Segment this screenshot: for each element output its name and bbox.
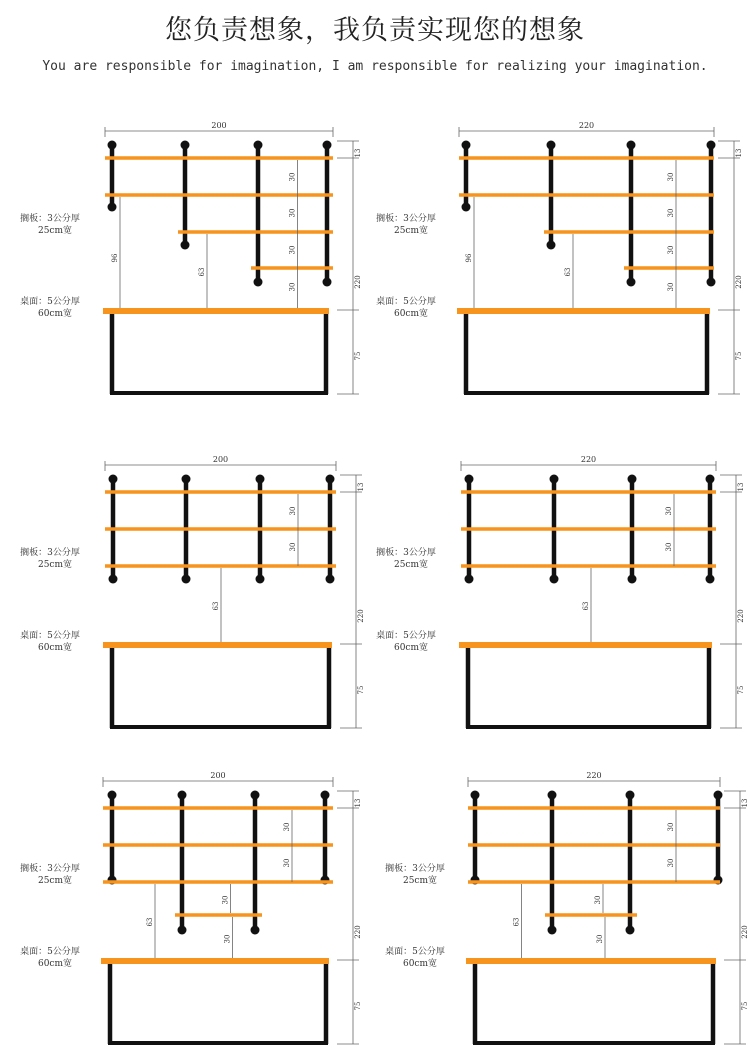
shelf-board-2 — [461, 527, 716, 531]
left-gap-label: 96 — [465, 253, 473, 263]
top-gap-label: 13 — [354, 798, 362, 808]
shelf-board-2 — [103, 843, 333, 847]
shelf-spec-label: 搁板：3公分厚 — [376, 214, 436, 224]
spacing-label-2: 30 — [283, 858, 291, 868]
desk-width-label: 60cm宽 — [393, 643, 429, 653]
diagram-4 — [376, 455, 745, 728]
shelf-board-4 — [624, 266, 714, 270]
spacing-label-1: 30 — [289, 506, 297, 516]
pipe-2-top-joint — [548, 791, 557, 800]
pipe-2-bottom-joint — [182, 575, 191, 584]
shelf-board-2 — [105, 527, 336, 531]
pipe-4-bottom-joint — [706, 575, 715, 584]
desk-top-board — [466, 958, 716, 964]
pipe-3-bottom-joint — [628, 575, 637, 584]
shelf-board-1 — [459, 156, 714, 160]
pipe-1-top-joint — [109, 475, 118, 484]
spacing-label-2: 30 — [288, 208, 297, 218]
desk-width-label: 60cm宽 — [37, 959, 73, 969]
shelf-board-4 — [251, 266, 333, 270]
pipe-4-top-joint — [323, 141, 332, 150]
shelf-spec-label: 搁板：3公分厚 — [20, 864, 80, 874]
desk-height-label: 75 — [735, 351, 743, 361]
pipe-1-top-joint — [108, 141, 117, 150]
shelf-width-label: 25cm宽 — [37, 876, 73, 886]
spacing-label-3: 30 — [221, 895, 230, 905]
pipe-3-top-joint — [256, 475, 265, 484]
shelf-board-4 — [175, 913, 262, 917]
shelf-board-1 — [103, 806, 333, 810]
shelf-board-2 — [468, 843, 720, 847]
shelf-board-1 — [468, 806, 720, 810]
pipe-3-bottom-joint — [251, 926, 260, 935]
total-height-label: 220 — [735, 275, 743, 289]
spacing-label-4: 30 — [223, 934, 232, 944]
left-gap-label: 96 — [111, 253, 119, 263]
pipe-2-bottom-joint — [548, 926, 557, 935]
pipe-2-bottom-joint — [181, 241, 190, 250]
diagram-2 — [376, 121, 743, 394]
top-gap-label: 13 — [737, 482, 745, 492]
pipe-1-top-joint — [471, 791, 480, 800]
pipe-3-top-joint — [627, 141, 636, 150]
width-dimension-label: 220 — [586, 771, 602, 780]
pipe-4-bottom-joint — [326, 575, 335, 584]
pipe-4-top-joint — [326, 475, 335, 484]
spacing-label-3: 30 — [667, 245, 675, 255]
desk-width-label: 60cm宽 — [37, 643, 73, 653]
top-gap-label: 13 — [741, 798, 749, 808]
pipe-1-top-joint — [462, 141, 471, 150]
mid-gap-label: 63 — [564, 267, 572, 277]
shelf-board-4 — [545, 913, 637, 917]
pipe-4-top-joint — [321, 791, 330, 800]
mid-gap-label: 63 — [146, 917, 154, 927]
top-gap-label: 13 — [735, 148, 743, 158]
shelf-spec-label: 搁板：3公分厚 — [20, 214, 80, 224]
spacing-label-2: 30 — [289, 542, 297, 552]
pipe-3-top-joint — [251, 791, 260, 800]
width-dimension-label: 200 — [211, 121, 227, 130]
mid-gap-label: 63 — [212, 601, 220, 611]
shelf-spec-label: 搁板：3公分厚 — [385, 864, 445, 874]
pipe-1-bottom-joint — [462, 203, 471, 212]
pipe-1-bottom-joint — [109, 575, 118, 584]
spacing-label-4: 30 — [288, 282, 297, 292]
pipe-4-top-joint — [714, 791, 723, 800]
shelf-board-1 — [105, 156, 333, 160]
pipe-2-bottom-joint — [178, 926, 187, 935]
shelf-board-3 — [544, 230, 714, 234]
shelf-board-3 — [178, 230, 333, 234]
top-gap-label: 13 — [357, 482, 365, 492]
shelf-board-1 — [461, 490, 716, 494]
total-height-label: 220 — [357, 609, 365, 623]
shelf-board-2 — [105, 193, 333, 197]
spacing-label-1: 30 — [667, 822, 675, 832]
desk-spec-label: 桌面：5公分厚 — [376, 297, 436, 307]
desk-top-board — [103, 642, 332, 648]
desk-width-label: 60cm宽 — [393, 309, 429, 319]
width-dimension-label: 220 — [580, 455, 597, 464]
pipe-2-top-joint — [178, 791, 187, 800]
width-dimension-label: 220 — [578, 121, 595, 130]
desk-spec-label: 桌面：5公分厚 — [20, 947, 80, 957]
pipe-1-top-joint — [465, 475, 474, 484]
mid-gap-label: 63 — [512, 917, 521, 927]
pipe-2-bottom-joint — [547, 241, 556, 250]
pipe-1-bottom-joint — [108, 203, 117, 212]
spacing-label-1: 30 — [283, 822, 291, 832]
pipe-1-bottom-joint — [465, 575, 474, 584]
desk-top-board — [457, 308, 710, 314]
desk-height-label: 75 — [357, 685, 365, 695]
spacing-label-4: 30 — [596, 934, 604, 944]
shelf-width-label: 25cm宽 — [37, 226, 73, 236]
pipe-4-top-joint — [707, 141, 716, 150]
page-title: 您负责想象，我负责实现您的想象 — [165, 15, 585, 46]
spacing-label-1: 30 — [667, 172, 675, 182]
desk-height-label: 75 — [354, 1001, 362, 1011]
width-dimension-label: 200 — [212, 455, 229, 464]
pipe-4-bottom-joint — [707, 278, 716, 287]
total-height-label: 220 — [354, 925, 362, 939]
diagram-1 — [20, 121, 362, 394]
desk-width-label: 60cm宽 — [37, 309, 73, 319]
pipe-3-bottom-joint — [256, 575, 265, 584]
desk-spec-label: 桌面：5公分厚 — [376, 631, 436, 641]
desk-spec-label: 桌面：5公分厚 — [385, 947, 445, 957]
total-height-label: 220 — [741, 925, 749, 939]
shelf-width-label: 25cm宽 — [393, 226, 429, 236]
pipe-4-top-joint — [706, 475, 715, 484]
diagram-3 — [20, 455, 365, 728]
pipe-3-top-joint — [628, 475, 637, 484]
spacing-label-1: 30 — [288, 172, 297, 182]
desk-top-board — [101, 958, 329, 964]
desk-width-label: 60cm宽 — [402, 959, 438, 969]
pipe-3-top-joint — [254, 141, 263, 150]
shelf-spec-label: 搁板：3公分厚 — [376, 548, 436, 558]
pipe-3-bottom-joint — [626, 926, 635, 935]
shelf-width-label: 25cm宽 — [393, 560, 429, 570]
pipe-2-bottom-joint — [550, 575, 559, 584]
desk-spec-label: 桌面：5公分厚 — [20, 631, 80, 641]
spacing-label-3: 30 — [594, 895, 602, 905]
pipe-4-bottom-joint — [323, 278, 332, 287]
diagram-6 — [385, 771, 749, 1044]
shelf-board-3 — [461, 564, 716, 568]
shelf-width-label: 25cm宽 — [37, 560, 73, 570]
shelf-spec-label: 搁板：3公分厚 — [20, 548, 80, 558]
pipe-1-top-joint — [108, 791, 117, 800]
shelf-board-3 — [105, 564, 336, 568]
top-gap-label: 13 — [354, 148, 362, 158]
spacing-label-3: 30 — [288, 245, 297, 255]
shelf-board-3 — [468, 880, 720, 884]
pipe-3-top-joint — [626, 791, 635, 800]
pipe-2-top-joint — [547, 141, 556, 150]
desk-height-label: 75 — [741, 1001, 749, 1011]
diagram-5 — [20, 771, 362, 1044]
width-dimension-label: 200 — [210, 771, 226, 780]
desk-spec-label: 桌面：5公分厚 — [20, 297, 80, 307]
pipe-3-bottom-joint — [627, 278, 636, 287]
spacing-label-4: 30 — [667, 282, 675, 292]
spacing-label-2: 30 — [667, 208, 675, 218]
spacing-label-2: 30 — [665, 542, 673, 552]
desk-height-label: 75 — [737, 685, 745, 695]
shelf-width-label: 25cm宽 — [402, 876, 438, 886]
desk-top-board — [103, 308, 329, 314]
mid-gap-label: 63 — [582, 601, 590, 611]
spacing-label-1: 30 — [665, 506, 673, 516]
shelf-board-1 — [105, 490, 336, 494]
pipe-3-bottom-joint — [254, 278, 263, 287]
total-height-label: 220 — [737, 609, 745, 623]
desk-height-label: 75 — [354, 351, 362, 361]
pipe-2-top-joint — [182, 475, 191, 484]
total-height-label: 220 — [354, 275, 362, 289]
mid-gap-label: 63 — [198, 267, 206, 277]
page-subtitle: You are responsible for imagination, I am responsible for realizing your imagination. — [42, 59, 708, 74]
pipe-2-top-joint — [550, 475, 559, 484]
shelf-board-3 — [103, 880, 333, 884]
pipe-2-top-joint — [181, 141, 190, 150]
desk-top-board — [459, 642, 712, 648]
spacing-label-2: 30 — [667, 858, 675, 868]
